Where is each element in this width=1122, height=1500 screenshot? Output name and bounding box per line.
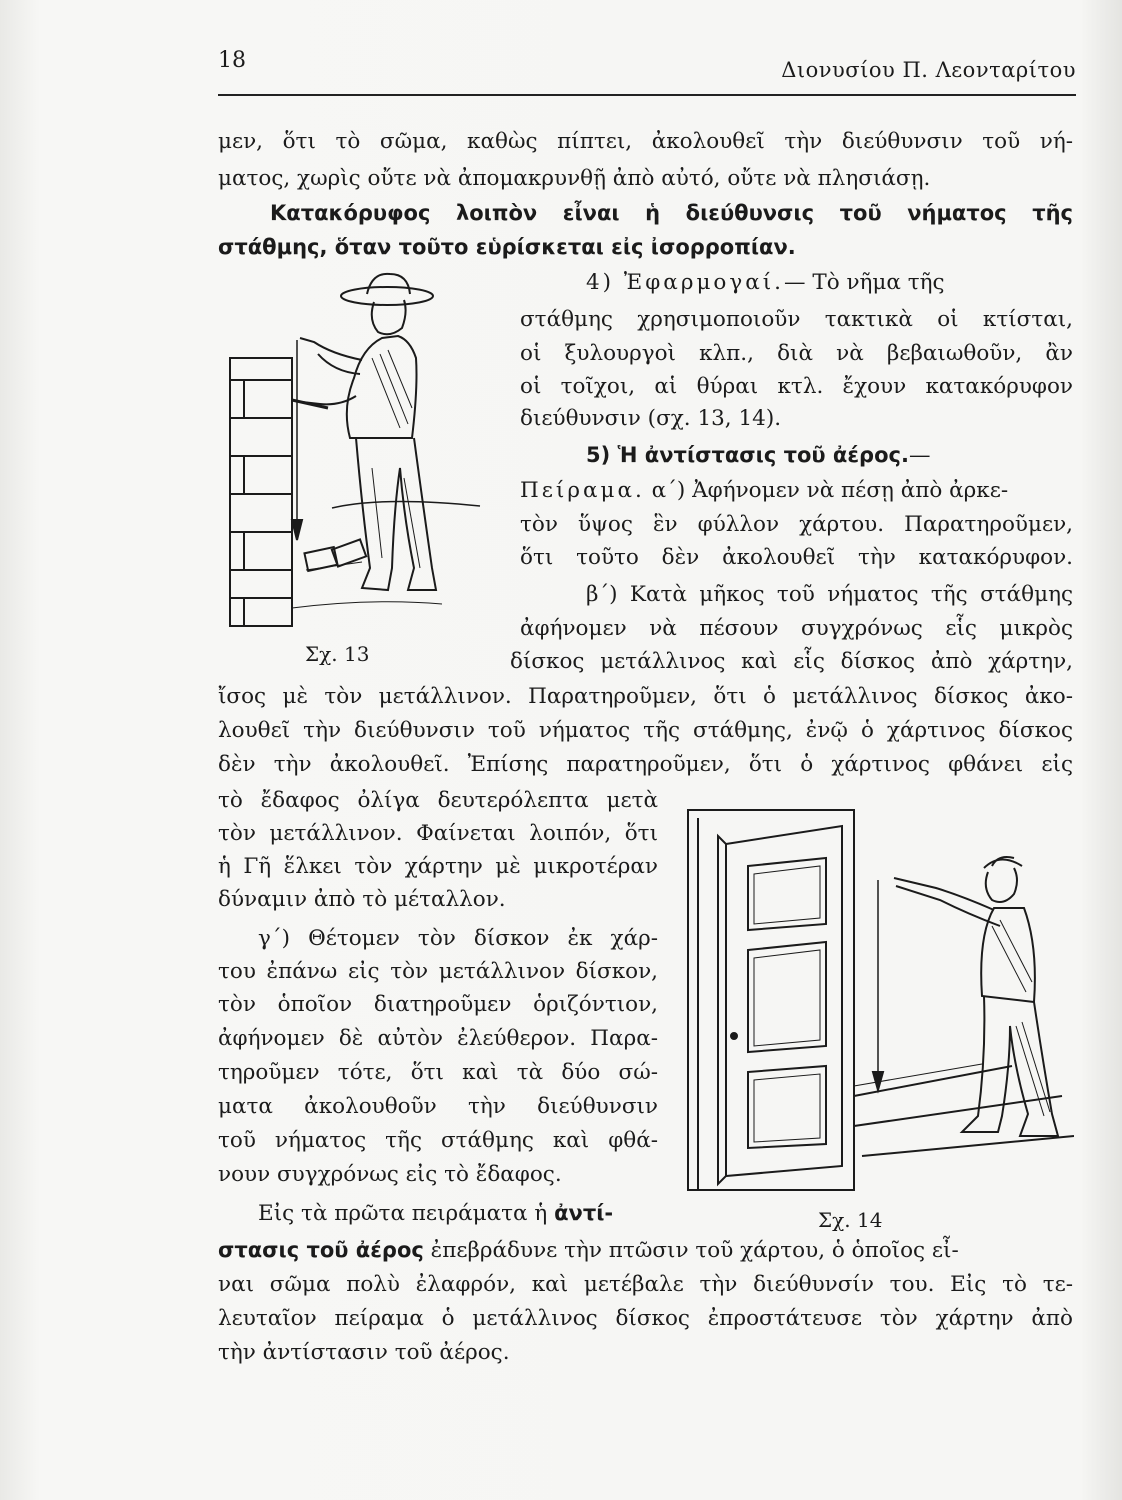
text-line: νουν συγχρόνως εἰς τὸ ἔδαφος. (218, 1162, 562, 1187)
text-line: λευταῖον πείραμα ὁ μετάλλινος δίσκος ἐπροστάτευσε τὸν χάρτην ἀπὸ (218, 1306, 1073, 1331)
header-rule (218, 94, 1076, 96)
text-line: ναι σῶμα πολὺ ἐλαφρόν, καὶ μετέβαλε τὴν διεύθυνσίν του. Εἰς τὸ τε- (218, 1272, 1073, 1297)
running-head: Διονυσίου Π. Λεονταρίτου (781, 58, 1076, 82)
page-header (218, 44, 1076, 84)
page-number: 18 (218, 48, 246, 73)
text-line: διεύθυνσιν (σχ. 13, 14). (520, 406, 782, 431)
text-line: ἀφήνομεν δὲ αὐτὸν ἐλεύθερον. Παρα- (218, 1026, 658, 1051)
section-heading (586, 440, 930, 471)
text-line-bold: Κατακόρυφος λοιπὸν εἶναι ἡ διεύθυνσις τοῦ νήματος τῆς (270, 201, 1073, 225)
text-line: τὸν ὕψος ἓν φύλλον χάρτου. Παρατηροῦμεν, (520, 512, 1073, 537)
text-line: ἴσος μὲ τὸν μετάλλινον. Παρατηροῦμεν, ὅτι ὁ μετάλλινος δίσκος ἀκο- (218, 684, 1073, 709)
text-line: στάθμης χρησιμοποιοῦν τακτικὰ οἱ κτίσται, (520, 307, 1073, 332)
text-line: οἱ ξυλουργοὶ κλπ., διὰ νὰ βεβαιωθοῦν, ἂν (520, 341, 1073, 366)
text-line: τὸ ἔδαφος ὀλίγα δευτερόλεπτα μετὰ (218, 788, 658, 813)
figure-14-illustration (682, 796, 1074, 1196)
text-line: λουθεῖ τὴν διεύθυνσιν τοῦ νήματος τῆς στάθμης, ἐνῷ ὁ χάρτινος δίσκος (218, 718, 1073, 743)
text-line: μεν, ὅτι τὸ σῶμα, καθὼς πίπτει, ἀκολουθεῖ τὴν διεύθυνσιν τοῦ νή- (218, 129, 1073, 154)
text-line (258, 1198, 613, 1229)
experiment-a-text: α΄) Ἀφήνομεν νὰ πέσῃ ἀπὸ ἀρκε- (644, 478, 1009, 503)
figure-13-caption: Σχ. 13 (305, 642, 370, 666)
text-line: τηροῦμεν τότε, ὅτι καὶ τὰ δύο σώ- (218, 1060, 658, 1085)
text-segment: Εἰς τὰ πρῶτα πειράματα ἡ (258, 1201, 555, 1226)
text-line: τοῦ νήματος τῆς στάθμης καὶ φθά- (218, 1128, 658, 1153)
text-line: του ἐπάνω εἰς τὸν μετάλλινον δίσκον, (218, 959, 658, 984)
experiment-label: Πείραμα. (520, 478, 645, 503)
text-line: β΄) Κατὰ μῆκος τοῦ νήματος τῆς στάθμης (586, 582, 1073, 607)
text-line: τὸν ὁποῖον διατηροῦμεν ὁριζόντιον, (218, 992, 658, 1017)
text-line (218, 1235, 959, 1266)
section-heading (586, 268, 945, 298)
text-line: ματα ἀκολουθοῦν τὴν διεύθυνσιν (218, 1094, 658, 1119)
text-line: ὅτι τοῦτο δὲν ἀκολουθεῖ τὴν κατακόρυφον. (520, 545, 1073, 570)
figure-14-caption: Σχ. 14 (818, 1208, 883, 1232)
text-line-bold: στάθμης, ὅταν τοῦτο εὑρίσκεται εἰς ἰσορροπίαν. (218, 235, 796, 259)
text-line: ἡ Γῆ ἕλκει τὸν χάρτην μὲ μικροτέραν (218, 854, 658, 879)
section-5-title: 5) Ἡ ἀντίστασις τοῦ ἀέρος. (586, 443, 909, 467)
text-segment-bold: στασις τοῦ ἀέρος (218, 1238, 424, 1262)
text-line: δὲν τὴν ἀκολουθεῖ. Ἐπίσης παρατηροῦμεν, ὅτι ὁ χάρτινος φθάνει εἰς (218, 752, 1073, 777)
figure-13-illustration (222, 268, 502, 638)
text-line: τὸν μετάλλινον. Φαίνεται λοιπόν, ὅτι (218, 821, 658, 846)
text-line: ματος, χωρὶς οὔτε νὰ ἀπομακρυνθῇ ἀπὸ αὐτό, οὔτε νὰ πλησιάσῃ. (218, 166, 931, 191)
section-5-dash: — (908, 443, 931, 468)
section-4-intro: — Τὸ νῆμα τῆς (784, 270, 945, 295)
text-segment-bold: ἀντί- (554, 1201, 614, 1225)
text-line: ἀφήνομεν νὰ πέσουν συγχρόνως εἷς μικρὸς (520, 616, 1073, 641)
section-4-title: 4) Ἐφαρμογαί. (586, 270, 785, 295)
text-line: τὴν ἀντίστασιν τοῦ ἀέρος. (218, 1340, 510, 1365)
text-line: δίσκος μετάλλινος καὶ εἷς δίσκος ἀπὸ χάρτην, (510, 649, 1073, 674)
text-line (520, 476, 1008, 506)
text-line: οἱ τοῖχοι, αἱ θύραι κτλ. ἔχουν κατακόρυφον (520, 374, 1073, 399)
text-line: γ΄) Θέτομεν τὸν δίσκον ἐκ χάρ- (258, 926, 658, 951)
text-segment: ἐπεβράδυνε τὴν πτῶσιν τοῦ χάρτου, ὁ ὁποῖος εἶ- (423, 1238, 959, 1263)
text-line: δύναμιν ἀπὸ τὸ μέταλλον. (218, 887, 506, 912)
